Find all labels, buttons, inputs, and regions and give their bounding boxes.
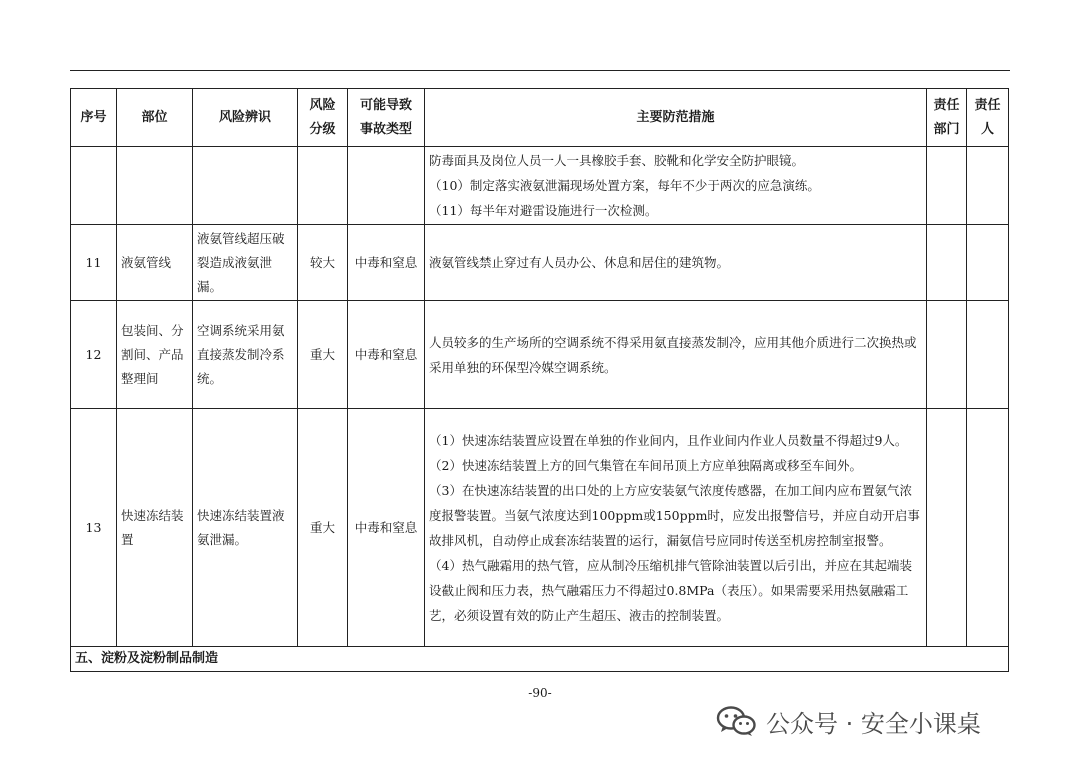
table-row: [71, 147, 1009, 225]
header-rule: [70, 70, 1010, 71]
header-measures: 主要防范措施: [425, 89, 927, 147]
measure-line: 液氨管线禁止穿过有人员办公、休息和居住的建筑物。: [429, 255, 730, 270]
row-no: 11: [71, 225, 117, 301]
header-level-line1: 风险: [309, 97, 336, 113]
header-row: [71, 89, 1009, 147]
measure-line: （11）每半年对避雷设施进行一次检测。: [429, 203, 658, 218]
watermark: [716, 704, 981, 738]
row-level: 重大: [298, 301, 348, 409]
row-measures: [425, 225, 927, 301]
header-accident-line2: 事故类型: [359, 121, 412, 137]
measure-line: （1）快速冻结装置应设置在单独的作业间内，且作业间内作业人员数量不得超过9人。: [429, 432, 908, 448]
header-level-line2: 分级: [309, 121, 336, 137]
watermark-text: 公众号 · 安全小课桌: [766, 709, 981, 738]
row-level: 较大: [298, 225, 348, 301]
row-part: 快速冻结装置: [117, 409, 193, 647]
row-accident: 中毒和窒息: [348, 225, 425, 301]
row-measures: [425, 409, 927, 647]
header-level: [298, 89, 348, 147]
header-risk: 风险辨识: [193, 89, 298, 147]
section-heading: 五、淀粉及淀粉制品制造: [71, 647, 1009, 672]
row-level: 重大: [298, 409, 348, 647]
wechat-icon: [716, 705, 756, 737]
header-dept-line1: 责任: [933, 97, 960, 113]
header-person-line1: 责任: [974, 97, 1001, 113]
measure-line: （10）制定落实液氨泄漏现场处置方案，每年不少于两次的应急演练。: [429, 178, 820, 193]
table-row: [71, 225, 1009, 301]
header-dept: [927, 89, 967, 147]
row-no: 12: [71, 301, 117, 409]
header-accident: [348, 89, 425, 147]
page-number: -90-: [528, 686, 552, 700]
measure-line: （4）热气融霜用的热气管，应从制冷压缩机排气管除油装置以后引出，并应在其起端装设截止阀和压力表，热气融霜压力不得超过0.8MPa（表压）。如果需要采用热氨融霜工艺，必须设置有效的防止产生超压、液击的控制装置。: [429, 557, 912, 623]
row-accident: 中毒和窒息: [348, 301, 425, 409]
risk-table: [70, 88, 1009, 672]
measure-line: （3）在快速冻结装置的出口处的上方应安装氨气浓度传感器，在加工间内应布置氨气浓度报警装置。当氨气浓度达到100ppm或150ppm时，应发出报警信号，并应自动开启事故排风机，自动停止成套冻结装置的运行，漏氨信号应同时传送至机房控制室报警。: [429, 482, 920, 548]
header-person: [967, 89, 1009, 147]
header-accident-line1: 可能导致: [359, 97, 412, 113]
table-row: [71, 301, 1009, 409]
measure-line: 防毒面具及岗位人员一人一具橡胶手套、胶靴和化学安全防护眼镜。: [429, 153, 805, 168]
row-risk: 空调系统采用氨直接蒸发制冷系统。: [193, 301, 298, 409]
header-dept-line2: 部门: [933, 121, 960, 137]
row-accident: 中毒和窒息: [348, 409, 425, 647]
header-seq: 序号: [71, 89, 117, 147]
row-risk: 液氨管线超压破裂造成液氨泄漏。: [193, 225, 298, 301]
continuation-measures: [425, 147, 927, 225]
row-risk: 快速冻结装置液氨泄漏。: [193, 409, 298, 647]
header-person-line2: 人: [980, 121, 994, 137]
row-part: 包装间、分割间、产品整理间: [117, 301, 193, 409]
row-no: 13: [71, 409, 117, 647]
row-measures: [425, 301, 927, 409]
measure-line: （2）快速冻结装置上方的回气集管在车间吊顶上方应单独隔离或移至车间外。: [429, 457, 862, 473]
measure-line: 人员较多的生产场所的空调系统不得采用氨直接蒸发制冷，应用其他介质进行二次换热或采用单独的环保型冷媒空调系统。: [429, 334, 917, 375]
table-row: [71, 409, 1009, 647]
section-row: [71, 647, 1009, 672]
row-part: 液氨管线: [117, 225, 193, 301]
header-part: 部位: [117, 89, 193, 147]
